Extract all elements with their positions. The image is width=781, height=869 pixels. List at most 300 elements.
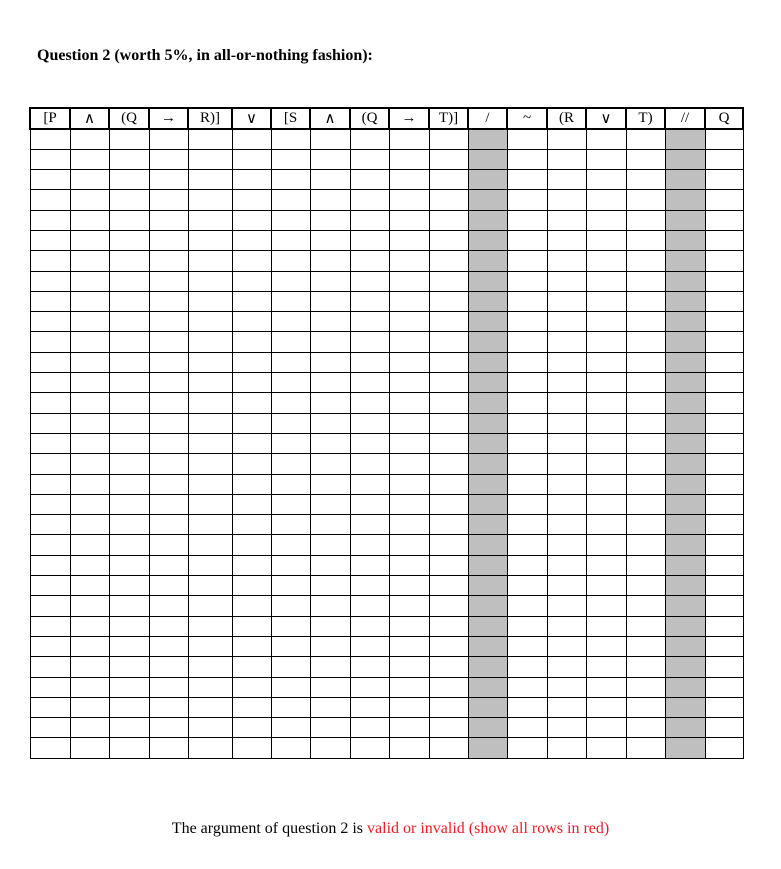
- truth-value-cell[interactable]: [389, 596, 429, 616]
- truth-value-cell[interactable]: [586, 352, 626, 372]
- truth-value-cell[interactable]: [389, 576, 429, 596]
- truth-value-cell[interactable]: [188, 190, 232, 210]
- truth-value-cell[interactable]: [705, 454, 743, 474]
- truth-value-cell[interactable]: [586, 596, 626, 616]
- truth-value-cell[interactable]: [30, 657, 70, 677]
- truth-value-cell[interactable]: [389, 738, 429, 758]
- truth-value-cell[interactable]: [149, 474, 188, 494]
- truth-value-cell[interactable]: [271, 636, 310, 656]
- truth-value-cell[interactable]: [626, 494, 665, 514]
- truth-value-cell[interactable]: [70, 433, 109, 453]
- truth-value-cell[interactable]: [705, 697, 743, 717]
- truth-value-cell[interactable]: [429, 291, 468, 311]
- truth-value-cell[interactable]: [350, 596, 389, 616]
- truth-value-cell[interactable]: [232, 210, 271, 230]
- truth-value-cell[interactable]: [109, 454, 149, 474]
- truth-value-cell[interactable]: [232, 636, 271, 656]
- truth-value-cell[interactable]: [271, 474, 310, 494]
- truth-value-cell[interactable]: [149, 271, 188, 291]
- truth-value-cell[interactable]: [310, 596, 350, 616]
- truth-value-cell[interactable]: [586, 616, 626, 636]
- truth-value-cell[interactable]: [188, 291, 232, 311]
- truth-value-cell[interactable]: [586, 494, 626, 514]
- truth-value-cell[interactable]: [30, 190, 70, 210]
- truth-value-cell[interactable]: [705, 515, 743, 535]
- truth-value-cell[interactable]: [626, 718, 665, 738]
- truth-value-cell[interactable]: [626, 596, 665, 616]
- truth-value-cell[interactable]: [547, 535, 586, 555]
- truth-value-cell[interactable]: [70, 555, 109, 575]
- truth-value-cell[interactable]: [586, 718, 626, 738]
- truth-value-cell[interactable]: [271, 251, 310, 271]
- truth-value-cell[interactable]: [429, 738, 468, 758]
- truth-value-cell[interactable]: [586, 210, 626, 230]
- truth-value-cell[interactable]: [109, 697, 149, 717]
- truth-value-cell[interactable]: [149, 697, 188, 717]
- truth-value-cell[interactable]: [705, 170, 743, 190]
- truth-value-cell[interactable]: [429, 149, 468, 169]
- truth-value-cell[interactable]: [429, 596, 468, 616]
- truth-value-cell[interactable]: [507, 190, 547, 210]
- truth-value-cell[interactable]: [109, 291, 149, 311]
- truth-value-cell[interactable]: [188, 636, 232, 656]
- truth-value-cell[interactable]: [109, 474, 149, 494]
- truth-value-cell[interactable]: [547, 210, 586, 230]
- truth-value-cell[interactable]: [626, 515, 665, 535]
- truth-value-cell[interactable]: [350, 251, 389, 271]
- truth-value-cell[interactable]: [232, 515, 271, 535]
- truth-value-cell[interactable]: [507, 373, 547, 393]
- truth-value-cell[interactable]: [586, 738, 626, 758]
- truth-value-cell[interactable]: [429, 616, 468, 636]
- truth-value-cell[interactable]: [507, 697, 547, 717]
- truth-value-cell[interactable]: [705, 149, 743, 169]
- truth-value-cell[interactable]: [70, 312, 109, 332]
- truth-value-cell[interactable]: [188, 738, 232, 758]
- truth-value-cell[interactable]: [310, 433, 350, 453]
- truth-value-cell[interactable]: [149, 636, 188, 656]
- truth-value-cell[interactable]: [547, 312, 586, 332]
- truth-value-cell[interactable]: [70, 291, 109, 311]
- truth-value-cell[interactable]: [350, 170, 389, 190]
- truth-value-cell[interactable]: [70, 454, 109, 474]
- truth-value-cell[interactable]: [149, 352, 188, 372]
- truth-value-cell[interactable]: [188, 697, 232, 717]
- truth-value-cell[interactable]: [310, 657, 350, 677]
- truth-value-cell[interactable]: [705, 129, 743, 149]
- truth-value-cell[interactable]: [70, 535, 109, 555]
- truth-value-cell[interactable]: [389, 657, 429, 677]
- truth-value-cell[interactable]: [429, 657, 468, 677]
- truth-value-cell[interactable]: [70, 190, 109, 210]
- truth-value-cell[interactable]: [109, 312, 149, 332]
- truth-value-cell[interactable]: [705, 718, 743, 738]
- truth-value-cell[interactable]: [429, 251, 468, 271]
- truth-value-cell[interactable]: [547, 677, 586, 697]
- truth-value-cell[interactable]: [310, 210, 350, 230]
- truth-value-cell[interactable]: [350, 494, 389, 514]
- truth-value-cell[interactable]: [586, 636, 626, 656]
- truth-value-cell[interactable]: [586, 373, 626, 393]
- truth-value-cell[interactable]: [310, 454, 350, 474]
- truth-value-cell[interactable]: [188, 474, 232, 494]
- truth-value-cell[interactable]: [507, 129, 547, 149]
- truth-value-cell[interactable]: [70, 373, 109, 393]
- truth-value-cell[interactable]: [586, 433, 626, 453]
- truth-value-cell[interactable]: [109, 393, 149, 413]
- truth-value-cell[interactable]: [547, 454, 586, 474]
- truth-value-cell[interactable]: [626, 251, 665, 271]
- truth-value-cell[interactable]: [507, 677, 547, 697]
- truth-value-cell[interactable]: [389, 494, 429, 514]
- truth-value-cell[interactable]: [705, 332, 743, 352]
- truth-value-cell[interactable]: [389, 312, 429, 332]
- truth-value-cell[interactable]: [271, 170, 310, 190]
- truth-value-cell[interactable]: [232, 332, 271, 352]
- truth-value-cell[interactable]: [429, 433, 468, 453]
- truth-value-cell[interactable]: [507, 596, 547, 616]
- truth-value-cell[interactable]: [30, 555, 70, 575]
- truth-value-cell[interactable]: [389, 210, 429, 230]
- truth-value-cell[interactable]: [626, 535, 665, 555]
- truth-value-cell[interactable]: [429, 454, 468, 474]
- truth-value-cell[interactable]: [188, 149, 232, 169]
- truth-value-cell[interactable]: [705, 352, 743, 372]
- truth-value-cell[interactable]: [429, 636, 468, 656]
- truth-value-cell[interactable]: [109, 636, 149, 656]
- truth-value-cell[interactable]: [70, 129, 109, 149]
- truth-value-cell[interactable]: [705, 291, 743, 311]
- truth-value-cell[interactable]: [507, 555, 547, 575]
- truth-value-cell[interactable]: [188, 129, 232, 149]
- truth-value-cell[interactable]: [429, 129, 468, 149]
- truth-value-cell[interactable]: [547, 373, 586, 393]
- truth-value-cell[interactable]: [350, 291, 389, 311]
- truth-value-cell[interactable]: [109, 352, 149, 372]
- truth-value-cell[interactable]: [232, 738, 271, 758]
- truth-value-cell[interactable]: [310, 291, 350, 311]
- truth-value-cell[interactable]: [626, 210, 665, 230]
- truth-value-cell[interactable]: [350, 129, 389, 149]
- truth-value-cell[interactable]: [507, 352, 547, 372]
- truth-value-cell[interactable]: [70, 616, 109, 636]
- truth-value-cell[interactable]: [507, 636, 547, 656]
- truth-value-cell[interactable]: [350, 636, 389, 656]
- truth-value-cell[interactable]: [507, 474, 547, 494]
- truth-value-cell[interactable]: [389, 535, 429, 555]
- truth-value-cell[interactable]: [30, 373, 70, 393]
- truth-value-cell[interactable]: [547, 697, 586, 717]
- truth-value-cell[interactable]: [547, 413, 586, 433]
- truth-value-cell[interactable]: [389, 291, 429, 311]
- truth-value-cell[interactable]: [30, 210, 70, 230]
- truth-value-cell[interactable]: [310, 515, 350, 535]
- truth-value-cell[interactable]: [507, 616, 547, 636]
- truth-value-cell[interactable]: [626, 352, 665, 372]
- truth-value-cell[interactable]: [109, 210, 149, 230]
- truth-value-cell[interactable]: [389, 190, 429, 210]
- truth-value-cell[interactable]: [389, 677, 429, 697]
- truth-value-cell[interactable]: [350, 393, 389, 413]
- truth-value-cell[interactable]: [350, 332, 389, 352]
- truth-value-cell[interactable]: [310, 190, 350, 210]
- truth-value-cell[interactable]: [705, 616, 743, 636]
- truth-value-cell[interactable]: [389, 433, 429, 453]
- truth-value-cell[interactable]: [310, 170, 350, 190]
- truth-value-cell[interactable]: [507, 393, 547, 413]
- truth-value-cell[interactable]: [149, 393, 188, 413]
- truth-value-cell[interactable]: [149, 535, 188, 555]
- truth-value-cell[interactable]: [232, 373, 271, 393]
- truth-value-cell[interactable]: [310, 413, 350, 433]
- truth-value-cell[interactable]: [586, 515, 626, 535]
- truth-value-cell[interactable]: [271, 210, 310, 230]
- truth-value-cell[interactable]: [507, 332, 547, 352]
- truth-value-cell[interactable]: [429, 494, 468, 514]
- truth-value-cell[interactable]: [70, 352, 109, 372]
- truth-value-cell[interactable]: [30, 718, 70, 738]
- truth-value-cell[interactable]: [705, 312, 743, 332]
- truth-value-cell[interactable]: [626, 291, 665, 311]
- truth-value-cell[interactable]: [310, 616, 350, 636]
- truth-value-cell[interactable]: [149, 555, 188, 575]
- truth-value-cell[interactable]: [149, 170, 188, 190]
- truth-value-cell[interactable]: [30, 535, 70, 555]
- truth-value-cell[interactable]: [232, 494, 271, 514]
- truth-value-cell[interactable]: [271, 596, 310, 616]
- truth-value-cell[interactable]: [626, 616, 665, 636]
- truth-value-cell[interactable]: [232, 616, 271, 636]
- truth-value-cell[interactable]: [586, 576, 626, 596]
- truth-value-cell[interactable]: [232, 271, 271, 291]
- truth-value-cell[interactable]: [188, 373, 232, 393]
- truth-value-cell[interactable]: [310, 332, 350, 352]
- truth-value-cell[interactable]: [232, 596, 271, 616]
- truth-value-cell[interactable]: [188, 494, 232, 514]
- truth-value-cell[interactable]: [70, 393, 109, 413]
- truth-value-cell[interactable]: [350, 738, 389, 758]
- truth-value-cell[interactable]: [149, 738, 188, 758]
- truth-value-cell[interactable]: [271, 190, 310, 210]
- truth-value-cell[interactable]: [350, 657, 389, 677]
- truth-value-cell[interactable]: [507, 535, 547, 555]
- truth-value-cell[interactable]: [547, 555, 586, 575]
- truth-value-cell[interactable]: [507, 170, 547, 190]
- truth-value-cell[interactable]: [507, 718, 547, 738]
- truth-value-cell[interactable]: [547, 149, 586, 169]
- truth-value-cell[interactable]: [70, 738, 109, 758]
- truth-value-cell[interactable]: [30, 312, 70, 332]
- truth-value-cell[interactable]: [70, 271, 109, 291]
- truth-value-cell[interactable]: [149, 149, 188, 169]
- truth-value-cell[interactable]: [232, 535, 271, 555]
- truth-value-cell[interactable]: [507, 433, 547, 453]
- truth-value-cell[interactable]: [271, 332, 310, 352]
- truth-value-cell[interactable]: [232, 454, 271, 474]
- truth-value-cell[interactable]: [547, 657, 586, 677]
- truth-value-cell[interactable]: [232, 657, 271, 677]
- truth-value-cell[interactable]: [350, 718, 389, 738]
- truth-value-cell[interactable]: [30, 230, 70, 250]
- truth-value-cell[interactable]: [626, 454, 665, 474]
- truth-value-cell[interactable]: [310, 230, 350, 250]
- truth-value-cell[interactable]: [350, 271, 389, 291]
- truth-value-cell[interactable]: [705, 596, 743, 616]
- truth-value-cell[interactable]: [310, 636, 350, 656]
- truth-value-cell[interactable]: [109, 718, 149, 738]
- truth-value-cell[interactable]: [109, 129, 149, 149]
- truth-value-cell[interactable]: [350, 454, 389, 474]
- truth-value-cell[interactable]: [429, 332, 468, 352]
- truth-value-cell[interactable]: [705, 413, 743, 433]
- truth-value-cell[interactable]: [350, 413, 389, 433]
- truth-value-cell[interactable]: [626, 474, 665, 494]
- truth-value-cell[interactable]: [310, 129, 350, 149]
- truth-value-cell[interactable]: [626, 332, 665, 352]
- truth-value-cell[interactable]: [188, 312, 232, 332]
- truth-value-cell[interactable]: [149, 494, 188, 514]
- truth-value-cell[interactable]: [350, 474, 389, 494]
- truth-value-cell[interactable]: [705, 576, 743, 596]
- truth-value-cell[interactable]: [389, 271, 429, 291]
- truth-value-cell[interactable]: [271, 697, 310, 717]
- truth-value-cell[interactable]: [429, 352, 468, 372]
- truth-value-cell[interactable]: [109, 677, 149, 697]
- truth-value-cell[interactable]: [547, 230, 586, 250]
- truth-value-cell[interactable]: [109, 555, 149, 575]
- truth-value-cell[interactable]: [232, 576, 271, 596]
- truth-value-cell[interactable]: [350, 616, 389, 636]
- truth-value-cell[interactable]: [30, 515, 70, 535]
- truth-value-cell[interactable]: [70, 170, 109, 190]
- truth-value-cell[interactable]: [109, 190, 149, 210]
- truth-value-cell[interactable]: [389, 616, 429, 636]
- truth-value-cell[interactable]: [149, 251, 188, 271]
- truth-value-cell[interactable]: [271, 271, 310, 291]
- truth-value-cell[interactable]: [705, 636, 743, 656]
- truth-value-cell[interactable]: [586, 251, 626, 271]
- truth-value-cell[interactable]: [626, 677, 665, 697]
- truth-value-cell[interactable]: [350, 697, 389, 717]
- truth-value-cell[interactable]: [586, 413, 626, 433]
- truth-value-cell[interactable]: [429, 535, 468, 555]
- truth-value-cell[interactable]: [70, 332, 109, 352]
- truth-value-cell[interactable]: [350, 535, 389, 555]
- truth-value-cell[interactable]: [30, 129, 70, 149]
- truth-value-cell[interactable]: [109, 535, 149, 555]
- truth-value-cell[interactable]: [188, 352, 232, 372]
- truth-value-cell[interactable]: [586, 149, 626, 169]
- truth-value-cell[interactable]: [507, 494, 547, 514]
- truth-value-cell[interactable]: [547, 738, 586, 758]
- truth-value-cell[interactable]: [586, 332, 626, 352]
- truth-value-cell[interactable]: [547, 129, 586, 149]
- truth-value-cell[interactable]: [586, 535, 626, 555]
- truth-value-cell[interactable]: [149, 596, 188, 616]
- truth-value-cell[interactable]: [389, 555, 429, 575]
- truth-value-cell[interactable]: [271, 393, 310, 413]
- truth-value-cell[interactable]: [109, 596, 149, 616]
- truth-value-cell[interactable]: [188, 555, 232, 575]
- truth-value-cell[interactable]: [30, 251, 70, 271]
- truth-value-cell[interactable]: [70, 515, 109, 535]
- truth-value-cell[interactable]: [232, 170, 271, 190]
- truth-value-cell[interactable]: [586, 697, 626, 717]
- truth-value-cell[interactable]: [586, 190, 626, 210]
- truth-value-cell[interactable]: [626, 149, 665, 169]
- truth-value-cell[interactable]: [429, 697, 468, 717]
- truth-value-cell[interactable]: [626, 555, 665, 575]
- truth-value-cell[interactable]: [232, 393, 271, 413]
- truth-value-cell[interactable]: [507, 251, 547, 271]
- truth-value-cell[interactable]: [547, 332, 586, 352]
- truth-value-cell[interactable]: [70, 210, 109, 230]
- truth-value-cell[interactable]: [232, 352, 271, 372]
- truth-value-cell[interactable]: [109, 413, 149, 433]
- truth-value-cell[interactable]: [70, 494, 109, 514]
- truth-value-cell[interactable]: [271, 312, 310, 332]
- truth-value-cell[interactable]: [586, 170, 626, 190]
- truth-value-cell[interactable]: [350, 433, 389, 453]
- truth-value-cell[interactable]: [310, 738, 350, 758]
- truth-value-cell[interactable]: [547, 494, 586, 514]
- truth-value-cell[interactable]: [30, 576, 70, 596]
- truth-value-cell[interactable]: [547, 474, 586, 494]
- truth-value-cell[interactable]: [149, 454, 188, 474]
- truth-value-cell[interactable]: [109, 149, 149, 169]
- truth-value-cell[interactable]: [429, 474, 468, 494]
- truth-value-cell[interactable]: [626, 576, 665, 596]
- truth-value-cell[interactable]: [586, 657, 626, 677]
- truth-value-cell[interactable]: [232, 474, 271, 494]
- truth-value-cell[interactable]: [271, 291, 310, 311]
- conclusion-answer[interactable]: valid or invalid (show all rows in red): [367, 820, 610, 837]
- truth-value-cell[interactable]: [149, 210, 188, 230]
- truth-value-cell[interactable]: [705, 474, 743, 494]
- truth-value-cell[interactable]: [109, 373, 149, 393]
- truth-value-cell[interactable]: [310, 697, 350, 717]
- truth-value-cell[interactable]: [547, 291, 586, 311]
- truth-value-cell[interactable]: [350, 576, 389, 596]
- truth-value-cell[interactable]: [507, 576, 547, 596]
- truth-value-cell[interactable]: [507, 738, 547, 758]
- truth-value-cell[interactable]: [429, 677, 468, 697]
- truth-value-cell[interactable]: [389, 454, 429, 474]
- truth-value-cell[interactable]: [429, 718, 468, 738]
- truth-value-cell[interactable]: [232, 312, 271, 332]
- truth-value-cell[interactable]: [30, 636, 70, 656]
- truth-value-cell[interactable]: [149, 677, 188, 697]
- truth-value-cell[interactable]: [547, 576, 586, 596]
- truth-value-cell[interactable]: [109, 515, 149, 535]
- truth-value-cell[interactable]: [310, 494, 350, 514]
- truth-value-cell[interactable]: [389, 149, 429, 169]
- truth-value-cell[interactable]: [271, 555, 310, 575]
- truth-value-cell[interactable]: [389, 373, 429, 393]
- truth-value-cell[interactable]: [188, 271, 232, 291]
- truth-value-cell[interactable]: [149, 576, 188, 596]
- truth-value-cell[interactable]: [389, 230, 429, 250]
- truth-value-cell[interactable]: [547, 718, 586, 738]
- truth-value-cell[interactable]: [626, 230, 665, 250]
- truth-value-cell[interactable]: [705, 210, 743, 230]
- truth-value-cell[interactable]: [626, 738, 665, 758]
- truth-value-cell[interactable]: [429, 271, 468, 291]
- truth-value-cell[interactable]: [188, 515, 232, 535]
- truth-value-cell[interactable]: [30, 697, 70, 717]
- truth-value-cell[interactable]: [149, 373, 188, 393]
- truth-value-cell[interactable]: [547, 616, 586, 636]
